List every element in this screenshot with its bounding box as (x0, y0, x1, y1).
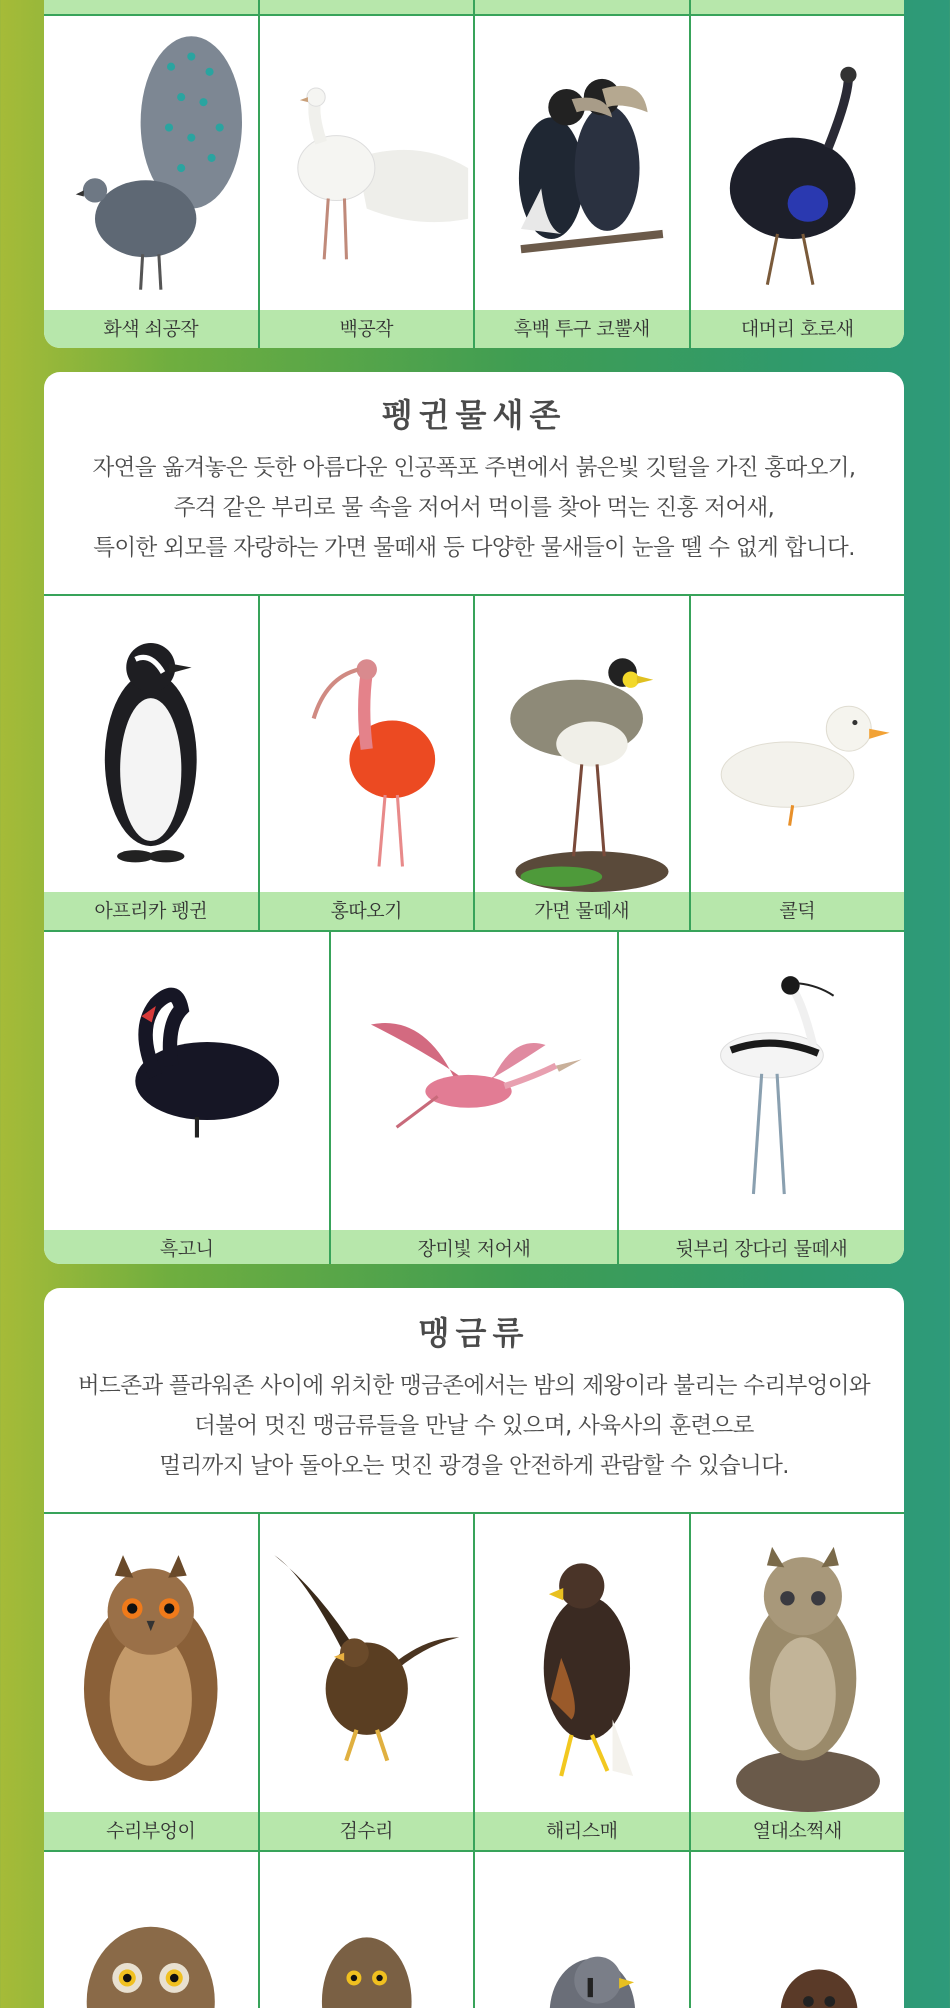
bird-card-call-duck (691, 596, 905, 930)
bird-card-black-swan (44, 932, 331, 1264)
bird-card-oriental-scops-owl (691, 1514, 905, 1850)
bird-label: 화색 쇠공작 (44, 310, 258, 348)
bird-card-partial-owl-3 (691, 1852, 905, 2008)
guineafowl-image (691, 16, 905, 310)
scops-owl-image (691, 1514, 905, 1812)
bird-label: 가면 물떼새 (475, 892, 689, 930)
white-peacock-image (260, 16, 474, 310)
harris-hawk-image (475, 1514, 689, 1812)
hornbill-image (475, 16, 689, 310)
description-line: 주걱 같은 부리로 물 속을 저어서 먹이를 찾아 먹는 진홍 저어새, (173, 495, 775, 521)
description-line: 버드존과 플라워존 사이에 위치한 맹금존에서는 밤의 제왕이라 불리는 수리부엉이와 (77, 1373, 871, 1399)
penguin-waterbird-zone-card (44, 372, 904, 1264)
bird-card-white-peacock (260, 16, 476, 348)
call-duck-image (691, 596, 905, 892)
top-bird-card (44, 0, 904, 348)
section-title: 맹금류 (418, 1314, 530, 1352)
bird-card-partial-owl-1 (44, 1852, 260, 2008)
bird-label: 장미빛 저어새 (331, 1230, 616, 1264)
masked-lapwing-image (475, 596, 689, 892)
bird-card-scarlet-ibis (260, 596, 476, 930)
black-swan-image (44, 932, 329, 1230)
bird-label: 콜덕 (691, 892, 905, 930)
raptor-zone-card (44, 1288, 904, 2008)
bird-label: 수리부엉이 (44, 1812, 258, 1850)
bird-card-roseate-spoonbill (331, 932, 618, 1264)
clipped-label-row (44, 0, 904, 14)
bird-label: 검수리 (260, 1812, 474, 1850)
african-penguin-image (44, 596, 258, 892)
bird-card-pied-avocet (619, 932, 904, 1264)
falcon-image-partial (475, 1852, 689, 2008)
bird-label: 백공작 (260, 310, 474, 348)
bird-label: 열대소쩍새 (691, 1812, 905, 1850)
bird-card-vulturine-guineafowl (691, 16, 905, 348)
owl-image-partial (260, 1852, 474, 2008)
bird-label: 뒷부리 장다리 물떼새 (619, 1230, 904, 1264)
section-description (44, 1366, 904, 1486)
golden-eagle-image (260, 1514, 474, 1812)
bird-label: 해리스매 (475, 1812, 689, 1850)
bird-label: 흑고니 (44, 1230, 329, 1264)
description-line: 더불어 멋진 맹금류들을 만날 수 있으며, 사육사의 훈련으로 (194, 1413, 754, 1439)
owl-image-partial (691, 1852, 905, 2008)
description-line: 자연을 옮겨놓은 듯한 아름다운 인공폭포 주변에서 붉은빛 깃털을 가진 홍따오기, (92, 455, 856, 481)
eagle-owl-image (44, 1514, 258, 1812)
bird-label: 홍따오기 (260, 892, 474, 930)
bird-card-golden-eagle (260, 1514, 476, 1850)
pied-avocet-image (619, 932, 904, 1230)
bird-label: 대머리 호로새 (691, 310, 905, 348)
bird-card-harris-hawk (475, 1514, 691, 1850)
gray-peacock-pheasant-image (44, 16, 258, 310)
description-line: 특이한 외모를 자랑하는 가면 물떼새 등 다양한 물새들이 눈을 뗄 수 없게 합니다. (93, 535, 855, 561)
scarlet-ibis-image (260, 596, 474, 892)
bird-label: 아프리카 펭귄 (44, 892, 258, 930)
section-title: 펭귄물새존 (381, 396, 567, 434)
bird-card-african-penguin (44, 596, 260, 930)
description-line: 멀리까지 날아 돌아오는 멋진 광경을 안전하게 관람할 수 있습니다. (159, 1453, 789, 1479)
bird-label: 흑백 투구 코뿔새 (475, 310, 689, 348)
bird-card-partial-owl-2 (260, 1852, 476, 2008)
bird-card-eurasian-eagle-owl (44, 1514, 260, 1850)
bird-card-black-and-white-casqued-hornbill (475, 16, 691, 348)
bird-card-partial-falcon (475, 1852, 691, 2008)
roseate-spoonbill-image (331, 932, 616, 1230)
owl-image-partial (44, 1852, 258, 2008)
bird-card-gray-peacock-pheasant (44, 16, 260, 348)
section-description (44, 448, 904, 568)
bird-card-masked-lapwing (475, 596, 691, 930)
